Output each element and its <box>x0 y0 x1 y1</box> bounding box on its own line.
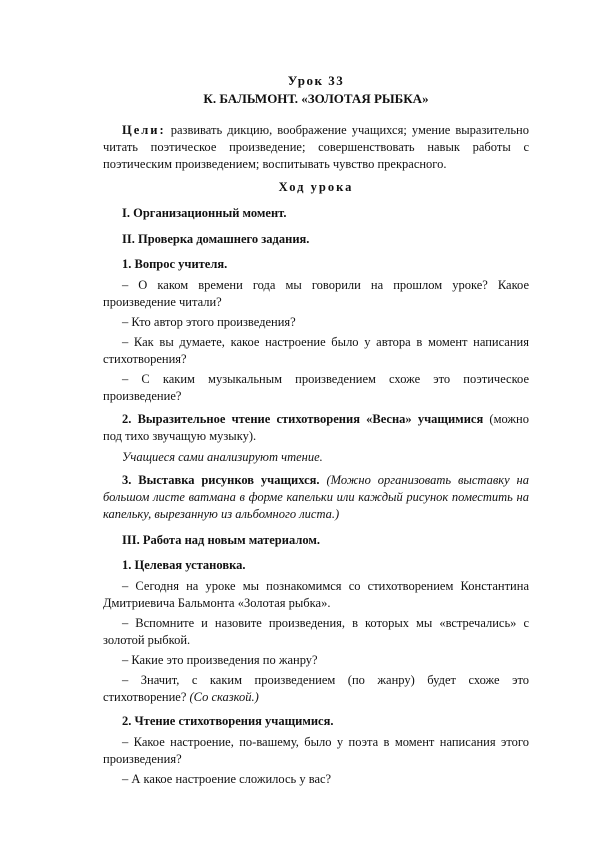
section-homework: II. Проверка домашнего задания. <box>122 232 310 246</box>
teacher-line-4 <box>103 672 529 706</box>
teacher-line-1: – Сегодня на уроке мы познакомимся со стихотворением Константина Дмитриевича Бальмонта «Золотая рыбка». <box>103 579 529 610</box>
goals-text: развивать дикцию, воображение учащихся; умение выразительно читать поэтическое произведение; совершенствовать навык работы с поэтическим произведением; воспитывать чувство прекрасного. <box>103 123 529 171</box>
teacher-line-4-text: – Значит, с каким произведением (по жанру) будет схоже это стихотворение? <box>103 673 529 704</box>
goals-label: Цели: <box>122 123 166 137</box>
teacher-line-2: – Вспомните и назовите произведения, в которых мы «встречались» с золотой рыбкой. <box>103 616 529 647</box>
analysis-note: Учащиеся сами анализируют чтение. <box>122 450 323 464</box>
question-1: – О каком времени года мы говорили на прошлом уроке? Какое произведение читали? <box>103 278 529 309</box>
section-organizational: I. Организационный момент. <box>122 206 287 220</box>
teacher-line-5: – Какое настроение, по-вашему, было у поэта в момент написания этого произведения? <box>103 735 529 766</box>
lesson-number: Урок 33 <box>287 73 345 88</box>
subsection-teacher-question: 1. Вопрос учителя. <box>122 257 228 271</box>
subsection-student-reading: 2. Чтение стихотворения учащимися. <box>122 714 334 728</box>
subsection-drawings-exhibition <box>103 472 529 523</box>
teacher-line-3: – Какие это произведения по жанру? <box>122 653 318 667</box>
teacher-line-6: – А какое настроение сложилось у вас? <box>122 772 332 786</box>
document-content <box>103 72 529 788</box>
subsection-expressive-reading <box>103 411 529 445</box>
drawings-exhibition-title: 3. Выставка рисунков учащихся. <box>122 473 320 487</box>
lesson-goals <box>103 122 529 173</box>
progress-heading: Ход урока <box>278 180 354 194</box>
lesson-title: К. БАЛЬМОНТ. «ЗОЛОТАЯ РЫБКА» <box>203 91 429 106</box>
subsection-goal-setting: 1. Целевая установка. <box>122 558 246 572</box>
question-4: – С каким музыкальным произведением схоже это поэтическое произведение? <box>103 372 529 403</box>
question-2: – Кто автор этого произведения? <box>122 315 296 329</box>
section-new-material: III. Работа над новым материалом. <box>122 533 320 547</box>
expressive-reading-title: 2. Выразительное чтение стихотворения «Весна» учащимися <box>122 412 484 426</box>
teacher-line-4-answer: (Со сказкой.) <box>186 690 259 704</box>
drawings-exhibition-note: (Можно организовать выставку на большом листе ватмана в форме капельки или каждый рисунок поместить на капельку, вырезанную из альбомного листа.) <box>103 473 529 521</box>
expressive-reading-note: (можно под тихо звучащую музыку). <box>103 412 529 443</box>
question-3: – Как вы думаете, какое настроение было у автора в момент написания стихотворения? <box>103 335 529 366</box>
